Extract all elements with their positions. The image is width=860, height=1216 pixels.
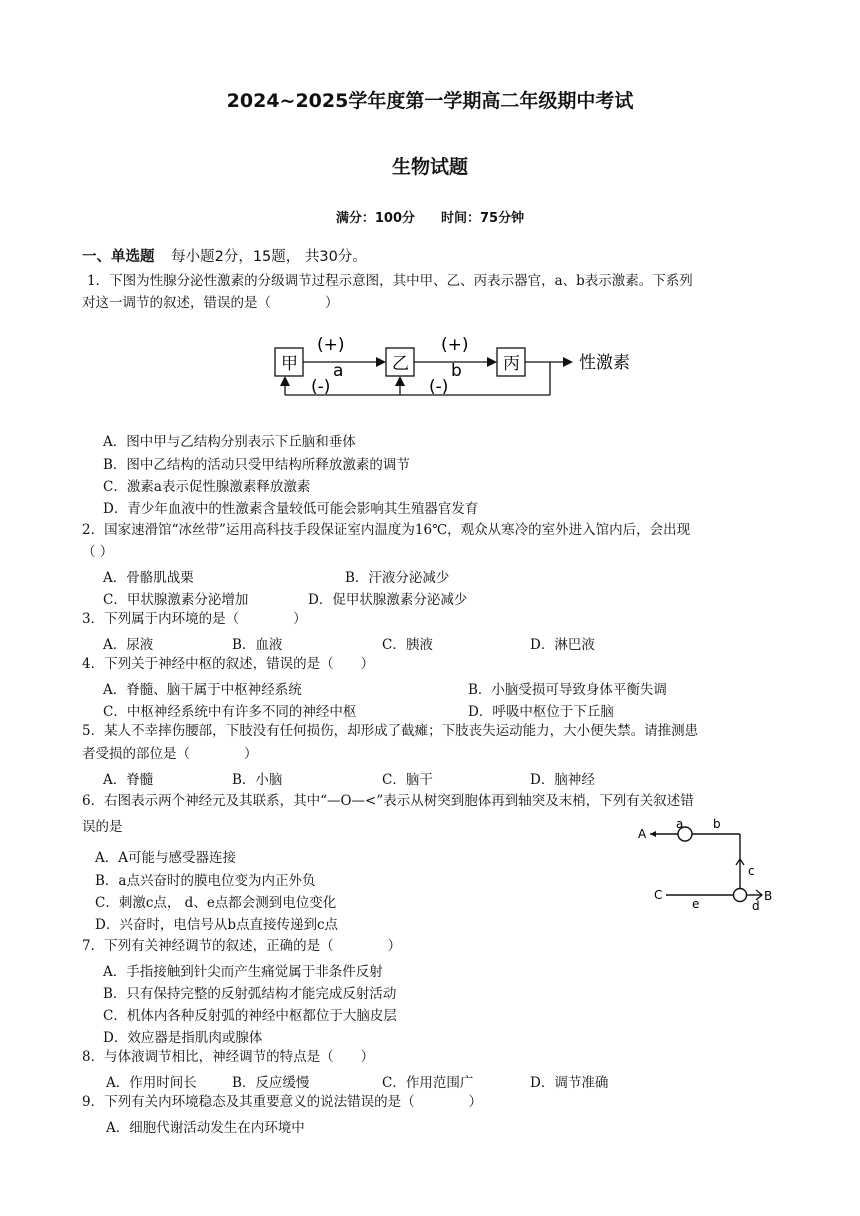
q2-option-a: A．骨骼肌战栗 xyxy=(103,570,194,586)
q7-option-d: D．效应器是指肌肉或腺体 xyxy=(103,1030,263,1046)
q2-option-b: B．汗液分泌减少 xyxy=(345,570,450,586)
neuron-label-e: e xyxy=(692,897,700,911)
arrow-a-head xyxy=(376,357,386,367)
q5-option-d: D．脑神经 xyxy=(530,772,595,788)
q5-option-b: B．小脑 xyxy=(232,772,283,788)
q2-stem-line1: 2．国家速滑馆“冰丝带”运用高科技手段保证室内温度为16℃，观众从寒冷的室外进入馆内后，会出现 xyxy=(82,522,691,538)
q2-option-d: D．促甲状腺激素分泌减少 xyxy=(308,592,468,608)
q9-stem: 9．下列有关内环境稳态及其重要意义的说法错误的是（ ） xyxy=(82,1094,483,1110)
q3-stem: 3．下列属于内环境的是（ ） xyxy=(82,611,307,627)
q2-stem-line2: （ ） xyxy=(82,544,114,560)
subject-title: 生物试题 xyxy=(391,156,468,178)
q7-option-b: B．只有保持完整的反射弧结构才能完成反射活动 xyxy=(103,986,397,1002)
exam-title: 2024~2025学年度第一学期高二年级期中考试 xyxy=(226,90,634,112)
section-heading xyxy=(82,245,367,266)
q4-option-c: C．中枢神经系统中有许多不同的神经中枢 xyxy=(103,704,357,720)
q8-option-c: C．作用范围广 xyxy=(382,1075,474,1091)
neuron-label-C: C xyxy=(654,888,663,902)
q7-option-a: A．手指接触到针尖而产生痛觉属于非条件反射 xyxy=(103,964,383,980)
q1-stem-line1: 1．下图为性腺分泌性激素的分级调节过程示意图，其中甲、乙、丙表示器官，a、b表示激素。下系列 xyxy=(87,273,693,289)
q6-option-a: A．A可能与感受器连接 xyxy=(95,850,236,866)
q6-option-d: D．兴奋时，电信号从b点直接传递到c点 xyxy=(95,917,339,933)
q7-stem: 7．下列有关神经调节的叙述，正确的是（ ） xyxy=(82,938,402,954)
q1-stem-line2: 对这一调节的叙述，错误的是（ ） xyxy=(82,295,339,311)
q4-stem: 4．下列关于神经中枢的叙述，错误的是（ ） xyxy=(82,656,375,672)
neuron-label-B: B xyxy=(764,889,773,903)
label-jia: 甲 xyxy=(281,354,298,374)
q5-option-c: C．脑干 xyxy=(382,772,433,788)
q8-option-d: D．调节准确 xyxy=(530,1075,609,1091)
q8-stem: 8．与体液调节相比，神经调节的特点是（ ） xyxy=(82,1049,375,1065)
label-bing: 丙 xyxy=(503,354,520,374)
q5-stem-line2: 者受损的部位是（ ） xyxy=(82,746,258,762)
neuron-diagram xyxy=(636,815,786,915)
q1-option-c: C．激素a表示促性腺激素释放激素 xyxy=(103,479,311,495)
feedback-yi-head xyxy=(395,376,405,386)
neuron-label-c: c xyxy=(748,864,755,878)
q3-option-c: C．胰液 xyxy=(382,637,433,653)
q5-option-a: A．脊髓 xyxy=(103,772,154,788)
score-time: 满分：100分 时间：75分钟 xyxy=(335,211,525,226)
plus-2: (+) xyxy=(441,335,469,355)
label-a: a xyxy=(333,361,344,381)
neuron2-soma xyxy=(734,889,747,902)
q1-option-b: B．图中乙结构的活动只受甲结构所释放激素的调节 xyxy=(103,457,410,473)
minus-2: (-) xyxy=(429,377,449,397)
arrow-out-head xyxy=(563,357,573,367)
q2-option-c: C．甲状腺激素分泌增加 xyxy=(103,592,249,608)
label-b: b xyxy=(451,361,462,381)
hormone-regulation-diagram xyxy=(265,330,655,410)
neuron-label-b: b xyxy=(713,817,721,831)
neuron-label-A: A xyxy=(638,827,647,841)
q8-option-b: B．反应缓慢 xyxy=(232,1075,310,1091)
neuron-label-d: d xyxy=(752,899,760,913)
q6-option-b: B．a点兴奋时的膜电位变为内正外负 xyxy=(95,873,316,889)
q6-stem-line2: 误的是 xyxy=(82,819,123,835)
section-title: 一、单选题 xyxy=(82,249,155,265)
q4-option-b: B．小脑受损可导致身体平衡失调 xyxy=(468,682,667,698)
arrow-b-head xyxy=(487,357,497,367)
q3-option-d: D．淋巴液 xyxy=(530,637,595,653)
q4-option-a: A．脊髓、脑干属于中枢神经系统 xyxy=(103,682,302,698)
plus-1: (+) xyxy=(317,335,345,355)
minus-1: (-) xyxy=(311,377,331,397)
q6-stem-line1: 6．右图表示两个神经元及其联系，其中“—O—<”表示从树突到胞体再到轴突及末梢，下列有关叙述错 xyxy=(82,793,694,809)
q7-option-c: C．机体内各种反射弧的神经中枢都位于大脑皮层 xyxy=(103,1008,397,1024)
label-yi: 乙 xyxy=(392,354,409,374)
q1-option-a: A．图中甲与乙结构分别表示下丘脑和垂体 xyxy=(103,434,356,450)
q8-option-a: A．作用时间长 xyxy=(106,1075,197,1091)
q1-option-d: D．青少年血液中的性激素含量较低可能会影响其生殖器官发育 xyxy=(103,501,479,517)
q3-option-a: A．尿液 xyxy=(103,637,154,653)
feedback-jia-head xyxy=(280,376,290,386)
q5-stem-line1: 5．某人不幸摔伤腰部，下肢没有任何损伤，却形成了截瘫；下肢丧失运动能力，大小便失禁。请推测患 xyxy=(82,723,699,739)
section-note: 每小题2分，15题， 共30分。 xyxy=(171,249,367,265)
neuron-label-a: a xyxy=(676,817,684,831)
q6-option-c: C．刺激c点， d、e点都会测到电位变化 xyxy=(95,895,337,911)
q9-option-a: A．细胞代谢活动发生在内环境中 xyxy=(106,1120,305,1136)
q4-option-d: D．呼吸中枢位于下丘脑 xyxy=(468,704,614,720)
label-sex-hormone: 性激素 xyxy=(579,353,630,373)
neuron1-start-head xyxy=(650,831,656,837)
q3-option-b: B．血液 xyxy=(232,637,283,653)
